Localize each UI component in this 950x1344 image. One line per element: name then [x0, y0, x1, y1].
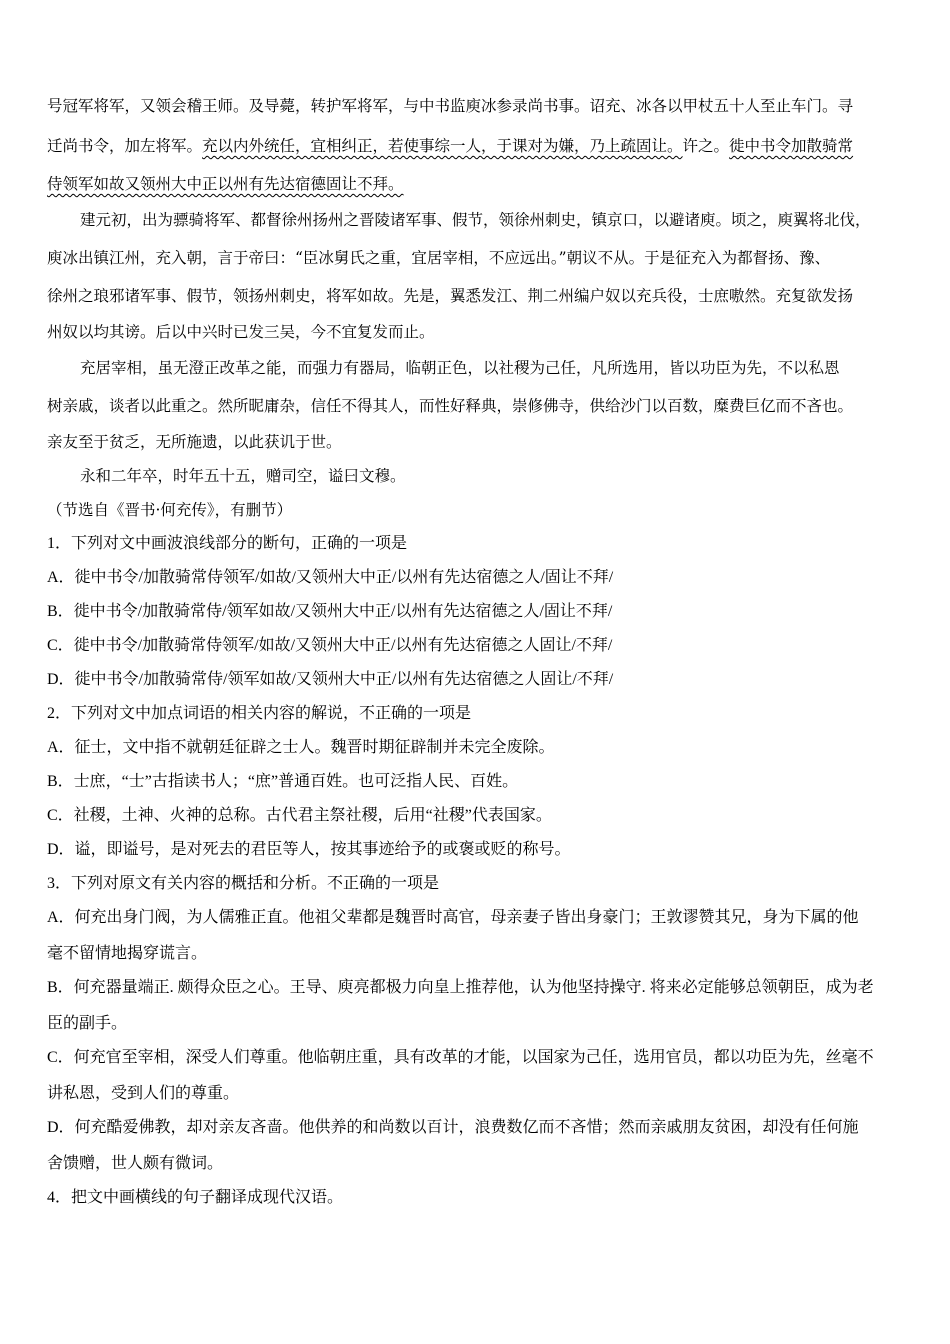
passage-line: 庾冰出镇江州，充入朝，言于帝曰：“臣冰舅氏之重，宜居宰相，不应远出。”朝议不从。于是征充入为都督扬、豫、: [47, 249, 831, 267]
option-line: 讲私恩，受到人们的尊重。: [47, 1085, 240, 1102]
option-line: C．何充官至宰相，深受人们尊重。他临朝庄重，具有改革的才能，以国家为己任，选用官员，都以功臣为先，丝毫不: [47, 1049, 874, 1066]
option-line: A．徙中书令/加散骑常侍领军/如故/又领州大中正/以州有先达宿德之人/固让不拜/: [47, 569, 614, 586]
passage-line: 树亲戚，谈者以此重之。然所昵庸杂，信任不得其人，而性好释典，崇修佛寺，供给沙门以百数，糜费巨亿而不吝也。: [47, 397, 854, 415]
question-line: 1．下列对文中画波浪线部分的断句，正确的一项是: [47, 535, 408, 552]
option-line: 臣的副手。: [47, 1015, 128, 1032]
passage-line: 徐州之琅邪诸军事、假节，领扬州刺史，将军如故。先是，翼悉发江、荆二州编户奴以充兵役，士庶嗷然。充复欲发扬: [47, 287, 854, 305]
wavy-underlined-sentence: 徙中书令加散骑常: [729, 137, 854, 155]
wavy-underlined-sentence: 充以内外统任，宜相纠正，若使事综一人，于课对为嫌，乃上疏固让。: [202, 137, 683, 155]
option-line: A．何充出身门阀，为人儒雅正直。他祖父辈都是魏晋时高官，母亲妻子皆出身豪门；王敦谬赞其兄，身为下属的他: [47, 909, 859, 926]
passage-text: 迁尚书令，加左将军。: [47, 137, 203, 155]
option-line: C．徙中书令/加散骑常侍领军/如故/又领州大中正/以州有先达宿德之人固让/不拜/: [47, 637, 613, 654]
passage-line: [47, 136, 853, 156]
option-line: B．何充器量端正. 颇得众臣之心。王导、庾亮都极力向皇上推荐他，认为他坚持操守. 将来必定能够总领朝臣，成为老: [47, 979, 874, 996]
passage-line: 号冠军将军，又领会稽王师。及导薨，转护军将军，与中书监庾冰参录尚书事。诏充、冰各以甲杖五十人至止车门。寻: [47, 97, 854, 115]
option-line: D．何充酷爱佛教，却对亲友吝啬。他供养的和尚数以百计，浪费数亿而不吝惜；然而亲戚朋友贫困，却没有任何施: [47, 1119, 859, 1136]
option-line: 舍馈赠，世人颇有微词。: [47, 1155, 224, 1172]
passage-line: 亲友至于贫乏，无所施遗，以此获讥于世。: [47, 433, 342, 451]
passage-line: 州奴以均其谤。后以中兴时已发三吴，今不宜复发而止。: [47, 323, 435, 341]
option-line: B．徙中书令/加散骑常侍/领军如故/又领州大中正/以州有先达宿德之人/固让不拜/: [47, 603, 613, 620]
passage-line: [47, 174, 404, 194]
passage-line: 充居宰相，虽无澄正改革之能，而强力有器局，临朝正色，以社稷为己任，凡所选用，皆以功臣为先，不以私恩: [80, 359, 840, 377]
question-line: 4．把文中画横线的句子翻译成现代汉语。: [47, 1189, 344, 1206]
question-line: 2．下列对文中加点词语的相关内容的解说，不正确的一项是: [47, 705, 472, 722]
option-line: C．社稷，土神、火神的总称。古代君主祭社稷，后用“社稷”代表国家。: [47, 807, 552, 824]
option-line: A．征士，文中指不就朝廷征辟之士人。魏晋时期征辟制并未完全废除。: [47, 739, 555, 756]
option-line: D．谥，即谥号，是对死去的君臣等人，按其事迹给予的或褒或贬的称号。: [47, 841, 571, 858]
source-citation: （节选自《晋书·何充传》，有删节）: [47, 501, 293, 519]
passage-line: 永和二年卒，时年五十五，赠司空，谥曰文穆。: [80, 467, 406, 485]
option-line: 毫不留情地揭穿谎言。: [47, 945, 208, 962]
option-line: D．徙中书令/加散骑常侍/领军如故/又领州大中正/以州有先达宿德之人固让/不拜/: [47, 671, 614, 688]
option-line: B．士庶，“士”古指读书人；“庶”普通百姓。也可泛指人民、百姓。: [47, 773, 519, 790]
passage-text: 许之。: [682, 137, 730, 155]
passage-line: 建元初，出为骠骑将军、都督徐州扬州之晋陵诸军事、假节，领徐州刺史，镇京口，以避诸庾。顷之，庾翼将北伐，: [80, 211, 871, 229]
wavy-underlined-sentence: 侍领军如故又领州大中正以州有先达宿德固让不拜。: [47, 175, 404, 193]
question-line: 3．下列对原文有关内容的概括和分析。不正确的一项是: [47, 875, 440, 892]
